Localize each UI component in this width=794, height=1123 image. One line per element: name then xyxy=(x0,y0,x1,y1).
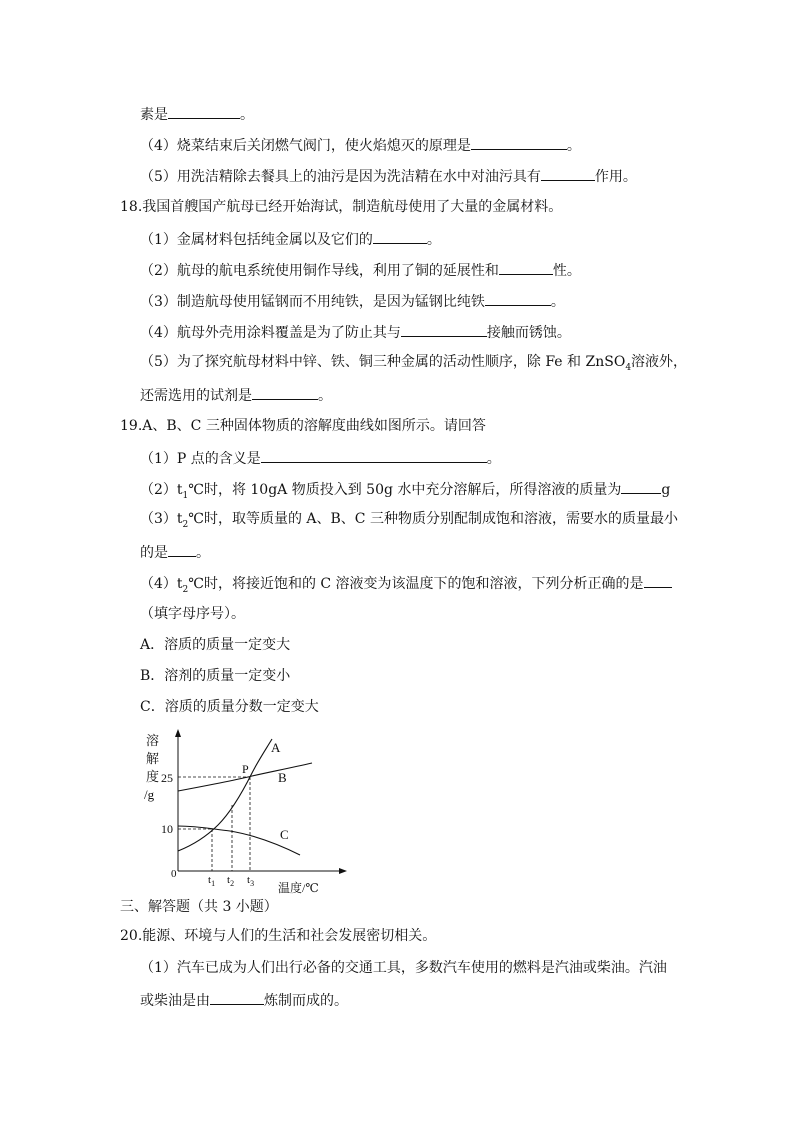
q19-title: 19.A、B、C 三种固体物质的溶解度曲线如图所示。请回答 xyxy=(120,418,486,434)
series-label-c: C xyxy=(280,827,289,842)
x-axis-label: 温度/℃ xyxy=(278,881,319,895)
x-tick-label: $t_3$ xyxy=(247,874,255,888)
q19-option-a[interactable]: A．溶质的质量一定变大 xyxy=(140,637,291,653)
q19-option-b[interactable]: B．溶剂的质量一定变小 xyxy=(140,668,291,684)
y-label-char: 解 xyxy=(146,751,160,766)
q18-part-3: （3）制造航母使用锰钢而不用纯铁，是因为锰钢比纯铁 。 xyxy=(140,290,565,312)
q18-title: 18.我国首艘国产航母已经开始海试，制造航母使用了大量的金属材料。 xyxy=(120,199,563,215)
q19-part-3: $(3)t_2℃$时，取等质量的 A、B、C 三种物质分别配制成饱和溶液，需要水的质量最小 xyxy=(140,511,678,530)
answer-blank[interactable] xyxy=(471,134,567,150)
answer-blank[interactable] xyxy=(373,228,427,244)
origin-label: 0 xyxy=(171,868,177,880)
x-tick-label: $t_1$ xyxy=(208,874,216,888)
q19-option-c[interactable]: C．溶质的质量分数一定变大 xyxy=(140,699,319,715)
y-tick-label: 25 xyxy=(161,771,173,785)
answer-blank[interactable] xyxy=(401,321,487,337)
answer-blank[interactable] xyxy=(168,541,196,557)
q18-part-1: （1）金属材料包括纯金属以及它们的 。 xyxy=(140,228,441,250)
x-tick-label: $t_2$ xyxy=(227,874,235,888)
y-label-char: 溶 xyxy=(146,733,160,748)
q19-part-1: （1）P 点的含义是 。 xyxy=(140,447,501,469)
q17-part-5: （5）用洗洁精除去餐具上的油污是因为洗洁精在水中对油污具有 作用。 xyxy=(140,165,637,187)
series-label-b: B xyxy=(278,770,287,785)
answer-blank[interactable] xyxy=(541,165,595,181)
answer-blank[interactable] xyxy=(261,447,487,463)
q18-part-4: （4）航母外壳用涂料覆盖是为了防止其与 接触而锈蚀。 xyxy=(140,321,571,343)
series-label-a: A xyxy=(271,740,281,755)
point-p-label: P xyxy=(242,762,249,776)
q18-part-5: （5）为了探究航母材料中锌、铁、铜三种金属的活动性顺序，除 Fe 和 ZnSO$_4$溶液外， xyxy=(140,354,688,373)
q19-part-3-cont: 的是 。 xyxy=(140,541,210,563)
q17-line-cont: 素是 。 xyxy=(140,103,254,125)
answer-blank[interactable] xyxy=(485,290,551,306)
answer-blank[interactable] xyxy=(644,572,672,588)
curve-a xyxy=(178,739,272,851)
q20-title: 20.能源、环境与人们的生活和社会发展密切相关。 xyxy=(120,928,437,944)
y-label-char: 度 xyxy=(146,769,160,784)
q20-part-1-cont: 或柴油是由 炼制而成的。 xyxy=(140,989,348,1011)
q20-part-1: （1）汽车已成为人们出行必备的交通工具，多数汽车使用的燃料是汽油或柴油。汽油 xyxy=(140,960,667,976)
q17-part-4: （4）烧菜结束后关闭燃气阀门，使火焰熄灭的原理是 。 xyxy=(140,134,581,156)
q19-part-2: $(2)t_1℃$时，将 10gA 物质投入到 50g 水中充分溶解后，所得溶液的质量为 g xyxy=(140,478,670,506)
q19-part-4: $(4)t_2℃$时，将接近饱和的 C 溶液变为该温度下的饱和溶液，下列分析正确的是 xyxy=(140,572,672,600)
answer-blank[interactable] xyxy=(621,478,661,494)
answer-blank[interactable] xyxy=(168,103,240,119)
x-axis-arrow xyxy=(339,868,347,874)
y-tick-label: 10 xyxy=(161,822,173,836)
solubility-chart xyxy=(140,725,350,895)
answer-blank[interactable] xyxy=(499,259,553,275)
y-axis-arrow xyxy=(175,729,181,737)
q19-part-4-cont: （填字母序号）。 xyxy=(140,606,245,622)
q18-part-2: （2）航母的航电系统使用铜作导线，利用了铜的延展性和 性。 xyxy=(140,259,581,281)
q18-part-5-cont: 还需选用的试剂是 。 xyxy=(140,384,332,406)
answer-blank[interactable] xyxy=(252,384,318,400)
y-label-char: /g xyxy=(144,787,155,802)
answer-blank[interactable] xyxy=(210,989,264,1005)
section-3-heading: 三、解答题（共 3 小题） xyxy=(120,899,278,915)
